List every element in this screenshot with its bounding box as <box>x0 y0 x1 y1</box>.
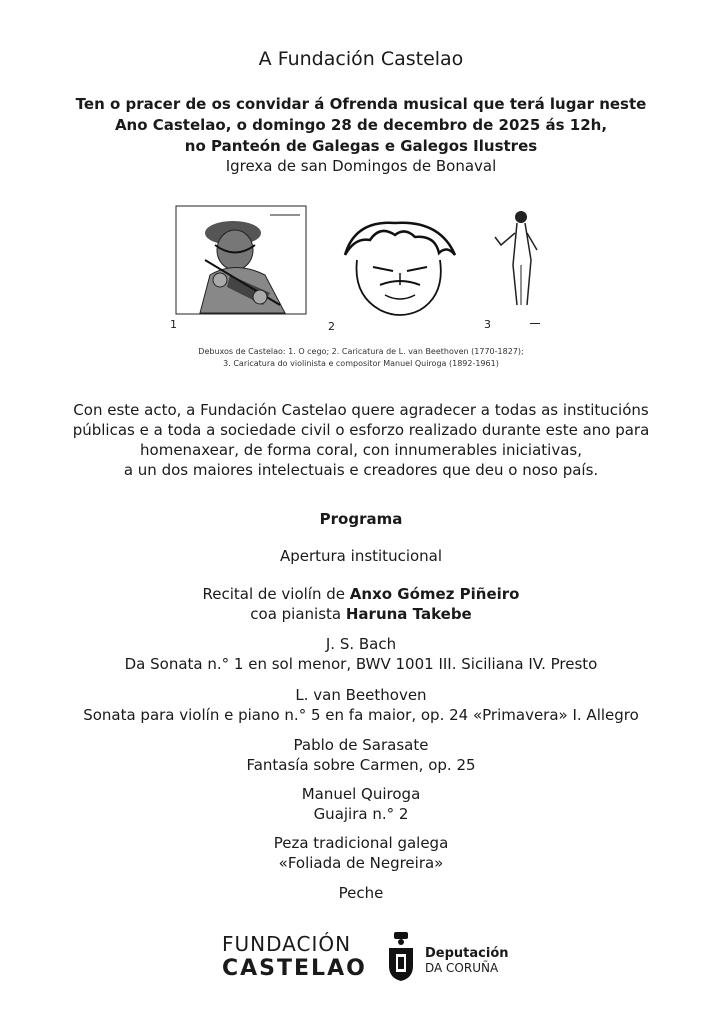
recital-prefix: Recital de violín de <box>202 585 350 603</box>
figure-number-2: 2 <box>328 320 335 333</box>
deputacion-text <box>425 946 509 975</box>
piece-work: Da Sonata n.° 1 en sol menor, BWV 1001 III. Siciliana IV. Presto <box>124 655 598 673</box>
church-name: Igrexa de san Domingos de Bonaval <box>225 157 497 175</box>
footer-logos <box>0 928 722 988</box>
intro-line-3: homenaxear, de forma coral, con innumerables iniciativas, <box>140 441 582 459</box>
piece-composer: L. van Beethoven <box>295 686 427 704</box>
piece-work: Guajira n.° 2 <box>313 805 409 823</box>
piece-composer: Manuel Quiroga <box>301 785 421 803</box>
program-closing: Peche <box>338 884 384 902</box>
violinist-name: Anxo Gómez Piñeiro <box>349 585 520 603</box>
pianist-name: Haruna Takebe <box>345 605 472 623</box>
invitation-line-3: no Panteón de Galegas e Galegos Ilustres <box>184 137 538 155</box>
piece-composer: Pablo de Sarasate <box>293 736 429 754</box>
illustrations <box>160 205 560 340</box>
deputacion-crest-icon <box>385 930 417 982</box>
program-piece <box>0 685 722 725</box>
figure-number-1: 1 <box>170 318 177 331</box>
page-title: A Fundación Castelao <box>258 48 464 70</box>
intro-line-2: públicas e a toda a sociedade civil o esforzo realizado durante este ano para <box>72 421 650 439</box>
piece-composer: Peza tradicional galega <box>273 834 449 852</box>
program-piece <box>0 634 722 674</box>
recital-pianist-line <box>0 604 722 624</box>
program-piece <box>0 735 722 775</box>
intro-paragraph <box>0 400 722 480</box>
figure-number-3: 3 <box>484 318 491 331</box>
caption-line-2: 3. Caricatura do violinista e compositor Manuel Quiroga (1892-1961) <box>223 359 499 368</box>
program-piece <box>0 784 722 824</box>
blind-violinist-drawing <box>175 205 310 317</box>
invitation-line-2: Ano Castelao, o domingo 28 de decembro de 2025 ás 12h, <box>114 116 608 134</box>
deputacion-name: Deputación <box>425 946 509 961</box>
recital-info <box>0 584 722 624</box>
piece-work: Sonata para violín e piano n.° 5 en fa maior, op. 24 «Primavera» I. Allegro <box>83 706 639 724</box>
invitation-line-1: Ten o pracer de os convidar á Ofrenda musical que terá lugar neste <box>75 95 647 113</box>
deputacion-sub: DA CORUÑA <box>425 961 499 975</box>
program-opening: Apertura institucional <box>279 547 443 565</box>
signature-mark <box>530 323 540 324</box>
quiroga-caricature-drawing <box>493 205 553 317</box>
program-piece <box>0 833 722 873</box>
fundacion-logo-bottom: CASTELAO <box>222 956 367 981</box>
piece-work: Fantasía sobre Carmen, op. 25 <box>246 756 476 774</box>
beethoven-caricature-drawing <box>335 215 465 325</box>
fundacion-castelao-logo <box>222 932 367 981</box>
invitation-text <box>0 94 722 157</box>
piece-work: «Foliada de Negreira» <box>278 854 444 872</box>
piece-composer: J. S. Bach <box>325 635 397 653</box>
program-title: Programa <box>319 510 403 528</box>
fundacion-logo-top: FUNDACIÓN <box>222 932 352 956</box>
intro-line-1: Con este acto, a Fundación Castelao quere agradecer a todas as institucións <box>73 401 649 419</box>
intro-line-4: a un dos maiores intelectuais e creadores que deu o noso país. <box>123 461 599 479</box>
recital-violinist-line <box>0 584 722 604</box>
pianist-prefix: coa pianista <box>250 605 346 623</box>
caption-line-1: Debuxos de Castelao: 1. O cego; 2. Caricatura de L. van Beethoven (1770-1827); <box>198 347 524 356</box>
illustrations-caption <box>0 346 722 370</box>
